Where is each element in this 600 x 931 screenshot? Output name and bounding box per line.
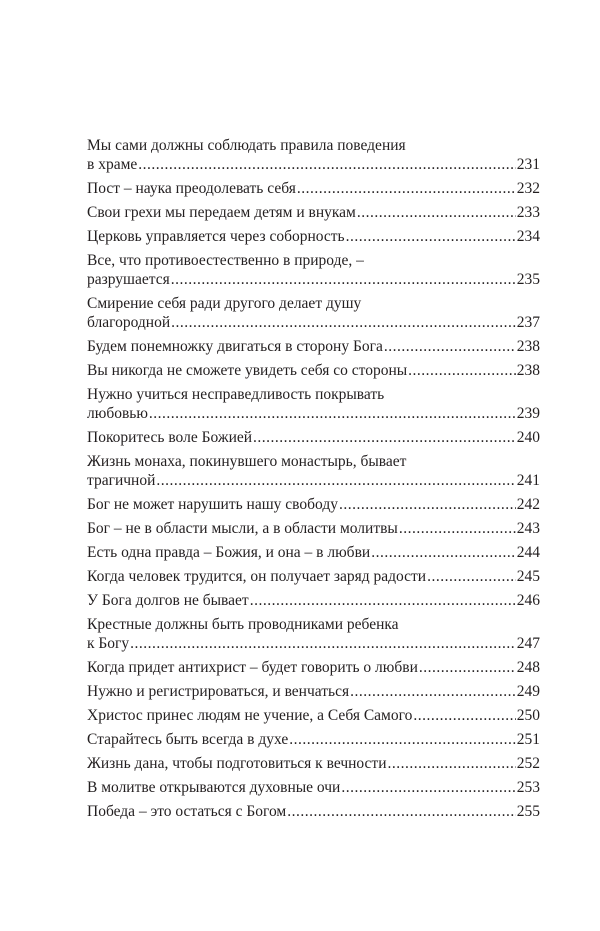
toc-entry-page-number: 244	[516, 544, 540, 561]
toc-entry-page-number: 255	[516, 803, 540, 820]
dot-leader	[339, 495, 516, 514]
toc-entry	[87, 294, 540, 332]
dot-leader	[171, 270, 516, 289]
toc-entry-row	[87, 471, 540, 490]
dot-leader	[384, 337, 516, 356]
toc-entry-title: благородной	[87, 314, 171, 331]
toc-entry-title-line: Жизнь монаха, покинувшего монастырь, бывает	[87, 453, 407, 470]
toc-entry-title: Христос принес людям не учение, а Себя Самого	[87, 707, 413, 724]
toc-entry-title-line: Смирение себя ради другого делает душу	[87, 295, 362, 312]
dot-leader	[289, 730, 515, 749]
dot-leader	[388, 754, 516, 773]
dot-leader	[419, 658, 516, 677]
toc-entry-page-number: 246	[516, 592, 540, 609]
toc-entry-title: Жизнь дана, чтобы подготовиться к вечности	[87, 755, 387, 772]
dot-leader	[413, 706, 515, 725]
toc-entry-title: любовью	[87, 405, 148, 422]
toc-entry	[87, 615, 540, 653]
toc-entry	[87, 251, 540, 289]
toc-entry	[87, 136, 540, 174]
toc-entry-row	[87, 404, 540, 423]
toc-entry-page-number: 245	[516, 568, 540, 585]
toc-entry	[87, 682, 540, 701]
toc-entry	[87, 802, 540, 821]
toc-entry-title: Победа – это остаться с Богом	[87, 803, 287, 820]
toc-entry-row	[87, 428, 540, 447]
dot-leader	[130, 634, 516, 653]
dot-leader	[341, 778, 515, 797]
toc-entry	[87, 543, 540, 562]
toc-entry-title: Когда человек трудится, он получает заряд радости	[87, 568, 427, 585]
toc-entry	[87, 519, 540, 538]
toc-entry-page-number: 249	[516, 683, 540, 700]
dot-leader	[253, 428, 516, 447]
toc-entry	[87, 385, 540, 423]
toc-entry-page-number: 240	[516, 429, 540, 446]
dot-leader	[287, 802, 516, 821]
toc-entry	[87, 658, 540, 677]
toc-entry-title: трагичной	[87, 472, 156, 489]
toc-entry-page-number: 242	[516, 496, 540, 513]
toc-entry-row	[87, 567, 540, 586]
toc-entry-title: Пост – наука преодолевать себя	[87, 180, 296, 197]
toc-entry-page-number: 253	[516, 779, 540, 796]
dot-leader	[408, 361, 516, 380]
toc-entry	[87, 778, 540, 797]
toc-entry	[87, 361, 540, 380]
toc-entry-title: Старайтесь быть всегда в духе	[87, 731, 289, 748]
toc-entry-page-number: 248	[516, 659, 540, 676]
toc-entry-title: Бог не может нарушить нашу свободу	[87, 496, 338, 513]
toc-entry-page-number: 235	[516, 271, 540, 288]
toc-entry-page-number: 238	[516, 338, 540, 355]
toc-entry-page-number: 238	[516, 362, 540, 379]
toc-entry-row	[87, 658, 540, 677]
toc-entry-title: Церковь управляется через соборность	[87, 228, 345, 245]
toc-entry-page-number: 231	[516, 156, 540, 173]
dot-leader	[138, 155, 515, 174]
toc-entry-row	[87, 495, 540, 514]
dot-leader	[427, 567, 516, 586]
toc-entry-page-number: 233	[516, 204, 540, 221]
toc-entry-title: разрушается	[87, 271, 170, 288]
toc-entry-title: Когда придет антихрист – будет говорить о любви	[87, 659, 418, 676]
toc-entry	[87, 179, 540, 198]
toc-entry-title: Вы никогда не сможете увидеть себя со стороны	[87, 362, 408, 379]
dot-leader	[156, 471, 515, 490]
toc-entry-row	[87, 682, 540, 701]
toc-entry-title: Бог – не в области мысли, а в области молитвы	[87, 520, 398, 537]
toc-entry-page-number: 250	[516, 707, 540, 724]
toc-entry-title: к Богу	[87, 635, 130, 652]
toc-entry-row	[87, 313, 540, 332]
toc-entry	[87, 337, 540, 356]
toc-entry-page-number: 234	[516, 228, 540, 245]
toc-entry-title-line: Мы сами должны соблюдать правила поведения	[87, 137, 406, 154]
dot-leader	[171, 313, 516, 332]
toc-entry-row	[87, 634, 540, 653]
toc-entry-page-number: 247	[516, 635, 540, 652]
toc-entry-title-line: Крестные должны быть проводниками ребенка	[87, 616, 399, 633]
toc-entry-page-number: 243	[516, 520, 540, 537]
toc-entry-page-number: 251	[516, 731, 540, 748]
toc-entry-title: В молитве открываются духовные очи	[87, 779, 341, 796]
toc-entry	[87, 567, 540, 586]
toc-entry-page-number: 237	[516, 314, 540, 331]
toc-entry-row	[87, 591, 540, 610]
dot-leader	[350, 682, 516, 701]
toc-entry-page-number: 241	[516, 472, 540, 489]
toc-entry-row	[87, 337, 540, 356]
dot-leader	[250, 591, 516, 610]
toc-entry-row	[87, 227, 540, 246]
toc-entry-row	[87, 519, 540, 538]
toc-entry-title: Покоритесь воле Божией	[87, 429, 253, 446]
toc-entry-row	[87, 179, 540, 198]
toc-entry-row	[87, 778, 540, 797]
dot-leader	[357, 203, 516, 222]
toc-entry-row	[87, 543, 540, 562]
table-of-contents	[87, 136, 540, 821]
toc-entry	[87, 203, 540, 222]
toc-entry-title-line: Все, что противоестественно в природе, –	[87, 252, 364, 269]
toc-entry-title-line: Нужно учиться несправедливость покрывать	[87, 386, 385, 403]
dot-leader	[399, 519, 516, 538]
toc-entry	[87, 706, 540, 725]
toc-entry-row	[87, 203, 540, 222]
toc-entry-page-number: 239	[516, 405, 540, 422]
toc-entry	[87, 754, 540, 773]
toc-entry-row	[87, 754, 540, 773]
toc-entry-row	[87, 730, 540, 749]
toc-entry	[87, 730, 540, 749]
toc-entry-title: в храме	[87, 156, 138, 173]
dot-leader	[149, 404, 516, 423]
toc-entry-title: Есть одна правда – Божия, и она – в любви	[87, 544, 371, 561]
toc-entry	[87, 428, 540, 447]
toc-entry	[87, 452, 540, 490]
toc-entry-page-number: 232	[516, 180, 540, 197]
toc-entry-row	[87, 155, 540, 174]
dot-leader	[371, 543, 516, 562]
toc-entry-title: У Бога долгов не бывает	[87, 592, 249, 609]
toc-entry-row	[87, 270, 540, 289]
toc-entry	[87, 227, 540, 246]
toc-entry	[87, 495, 540, 514]
toc-entry-row	[87, 802, 540, 821]
toc-entry-title: Свои грехи мы передаем детям и внукам	[87, 204, 356, 221]
toc-entry-page-number: 252	[516, 755, 540, 772]
dot-leader	[297, 179, 516, 198]
toc-entry-title: Нужно и регистрироваться, и венчаться	[87, 683, 350, 700]
dot-leader	[346, 227, 516, 246]
toc-entry-row	[87, 361, 540, 380]
toc-entry	[87, 591, 540, 610]
toc-entry-row	[87, 706, 540, 725]
toc-entry-title: Будем понемножку двигаться в сторону Бога	[87, 338, 383, 355]
